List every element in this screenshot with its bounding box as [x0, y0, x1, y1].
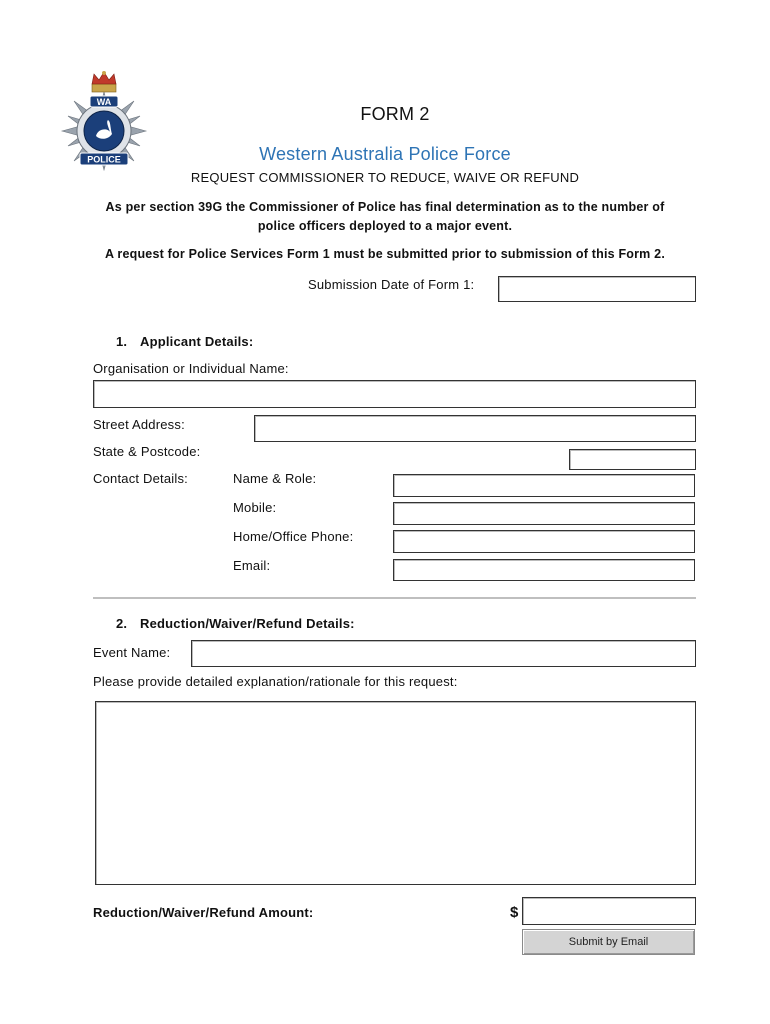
- mobile-field[interactable]: [393, 502, 695, 525]
- section-divider: [93, 597, 696, 599]
- submission-date-label: Submission Date of Form 1:: [308, 277, 475, 292]
- name-role-label: Name & Role:: [233, 471, 317, 486]
- logo-police-text: POLICE: [87, 154, 121, 165]
- explanation-textarea[interactable]: [95, 701, 696, 885]
- currency-symbol: $: [510, 904, 519, 921]
- contact-details-label: Contact Details:: [93, 471, 188, 486]
- section1-number: 1.: [116, 334, 128, 349]
- state-postcode-label: State & Postcode:: [93, 444, 201, 459]
- street-address-field[interactable]: [254, 415, 696, 442]
- submission-date-field[interactable]: [498, 276, 696, 302]
- org-name-label: Organisation or Individual Name:: [93, 361, 289, 376]
- organisation-title: Western Australia Police Force: [259, 144, 511, 164]
- section2-heading: Reduction/Waiver/Refund Details:: [140, 616, 355, 631]
- event-name-field[interactable]: [191, 640, 696, 667]
- phone-field[interactable]: [393, 530, 695, 553]
- email-field[interactable]: [393, 559, 695, 581]
- form-number: FORM 2: [360, 104, 430, 124]
- mobile-label: Mobile:: [233, 500, 277, 515]
- section1-heading: Applicant Details:: [140, 334, 254, 349]
- org-name-field[interactable]: [93, 380, 696, 408]
- notice-form1-required: A request for Police Services Form 1 must be submitted prior to submission of this Form 2.: [104, 247, 665, 261]
- notice-line-2: police officers deployed to a major event.: [257, 219, 513, 233]
- notice-line-1: As per section 39G the Commissioner of Police has final determination as to the number of: [105, 200, 665, 214]
- event-name-label: Event Name:: [93, 645, 171, 660]
- street-address-label: Street Address:: [93, 417, 185, 432]
- amount-label: Reduction/Waiver/Refund Amount:: [93, 905, 314, 920]
- submit-button-label: Submit by Email: [568, 936, 649, 948]
- email-label: Email:: [233, 558, 271, 573]
- state-postcode-field[interactable]: [569, 449, 696, 470]
- submit-by-email-button[interactable]: [522, 929, 695, 955]
- amount-field[interactable]: [522, 897, 696, 925]
- form-subtitle: REQUEST COMMISSIONER TO REDUCE, WAIVE OR REFUND: [190, 170, 580, 185]
- phone-label: Home/Office Phone:: [233, 529, 354, 544]
- name-role-field[interactable]: [393, 474, 695, 497]
- explanation-label: Please provide detailed explanation/rationale for this request:: [93, 674, 458, 689]
- section2-number: 2.: [116, 616, 128, 631]
- logo-wa-text: WA: [96, 97, 112, 107]
